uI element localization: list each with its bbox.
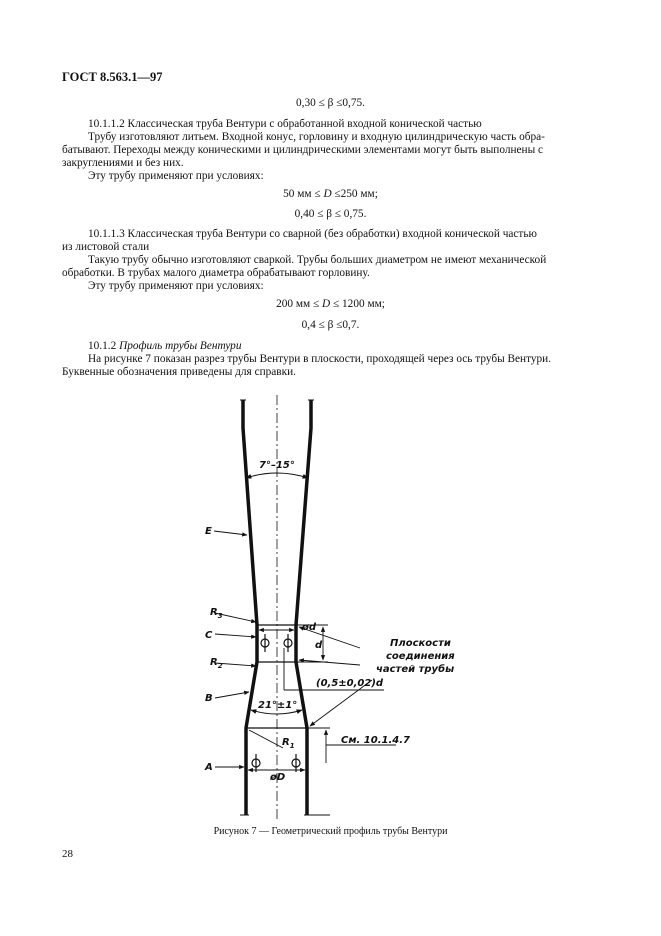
document-code: ГОСТ 8.563.1—97 (62, 70, 163, 84)
plane-leaders (299, 627, 372, 726)
dimension-throat-diameter: ød (302, 622, 317, 633)
paragraph-line: батывают. Переходы между коническими и цилиндрическими элементами могут быть выполнены с (62, 144, 544, 156)
label-r3: $R_3$ (210, 607, 223, 620)
note-planes-line: Плоскости (390, 638, 451, 649)
note-planes-line: частей трубы (376, 664, 455, 675)
angle-top-label: 7°–15° (259, 460, 295, 471)
label-c: C (205, 630, 213, 641)
venturi-profile-diagram (0, 390, 661, 830)
page-number: 28 (62, 848, 73, 860)
conditions-intro: Эту трубу применяют при условиях: (88, 280, 264, 292)
label-leaders (214, 531, 256, 767)
formula-diameter-range-1: 50 мм ≤ D ≤250 мм; (283, 188, 378, 200)
reference-note: См. 10.1.4.7 (341, 735, 410, 746)
paragraph-line: обработки. В трубах малого диаметра обрабатывают горловину. (62, 267, 370, 279)
paragraph-line: Такую трубу обычно изготовляют сваркой. Трубы больших диаметром не имеют механической (88, 254, 547, 266)
conditions-intro: Эту трубу применяют при условиях: (88, 170, 264, 182)
formula-diameter-range-2: 200 мм ≤ D ≤ 1200 мм; (276, 298, 385, 310)
label-r1: $R_1$ (282, 737, 295, 750)
section-10-1-1-2-title: 10.1.1.2 Классическая труба Вентури с обработанной входной конической частью (88, 118, 482, 130)
label-r2: $R_2$ (210, 657, 223, 670)
formula-beta-range-3: 0,4 ≤ β ≤0,7. (301, 319, 360, 331)
label-b: B (205, 693, 213, 704)
dimension-tap-position: (0,5±0,02)d (316, 678, 384, 689)
formula-beta-range-2: 0,40 ≤ β ≤ 0,75. (294, 208, 367, 220)
label-e: E (205, 526, 212, 537)
dimension-throat-length: d (315, 640, 323, 651)
paragraph-line: из листовой стали (62, 241, 150, 253)
note-planes-line: соединения (386, 651, 455, 662)
dimension-lines (248, 625, 396, 815)
dimension-inlet-diameter: øD (270, 772, 286, 783)
label-a: A (205, 762, 213, 773)
paragraph-line: закруглениями и без них. (62, 157, 184, 169)
angle-bottom-label: 21°±1° (258, 700, 298, 711)
section-10-1-1-3-title: 10.1.1.3 Классическая труба Вентури со сварной (без обработки) входной конической частью (88, 228, 537, 240)
section-10-1-2-heading: 10.1.2 Профиль трубы Вентури (88, 340, 242, 352)
paragraph-line: Трубу изготовляют литьем. Входной конус, горловину и входную цилиндрическую часть обра- (88, 131, 545, 143)
paragraph-line: Буквенные обозначения приведены для справки. (62, 366, 296, 378)
paragraph-line: На рисунке 7 показан разрез трубы Вентури в плоскости, проходящей через ось трубы Вентури. (88, 353, 552, 365)
formula-beta-range-1: 0,30 ≤ β ≤0,75. (296, 97, 365, 109)
figure-caption: Рисунок 7 — Геометрический профиль трубы Вентури (213, 826, 448, 837)
